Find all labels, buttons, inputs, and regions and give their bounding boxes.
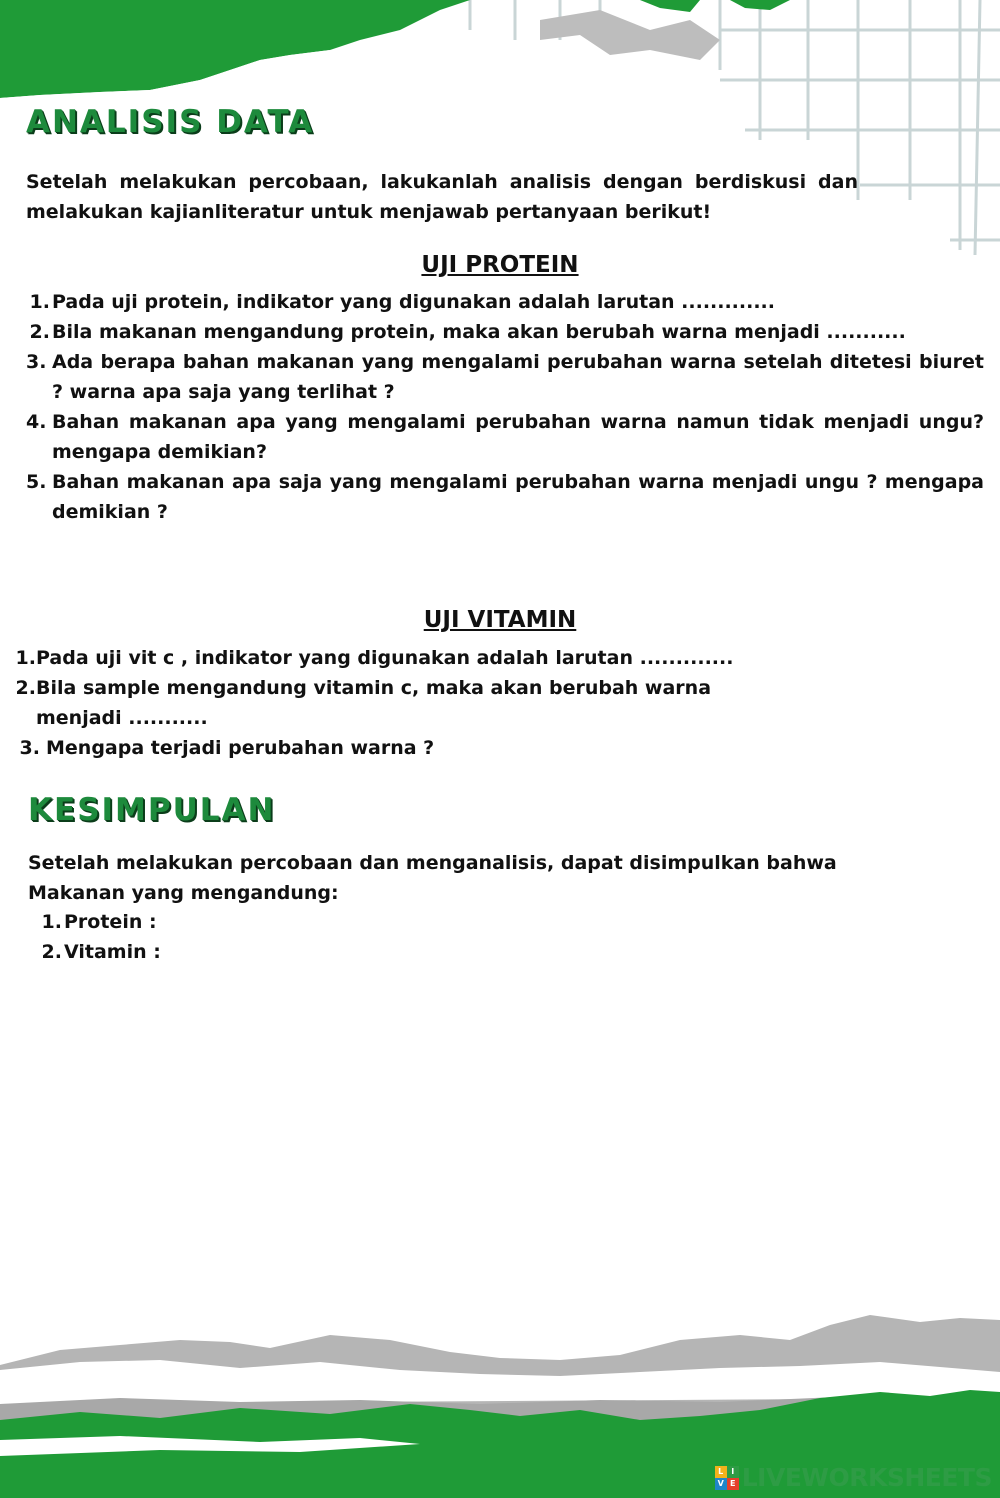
question-text: Pada uji vit c , indikator yang digunakan adalah larutan ............. [36, 647, 734, 669]
list-number: 2. [41, 941, 62, 963]
conclusion-text: Vitamin : [64, 941, 161, 963]
list-item [26, 317, 984, 347]
kesimpulan-text [28, 848, 908, 908]
vitamin-question-list [14, 643, 754, 763]
protein-question-list [26, 287, 984, 527]
logo-mark-letter: I [727, 1466, 739, 1478]
list-number: 2. [29, 321, 50, 343]
list-item [14, 643, 754, 673]
section-title-analisis: ANALISIS DATA [26, 104, 315, 140]
list-number: 5. [26, 471, 47, 493]
kesimpulan-line-1: Setelah melakukan percobaan dan menganalisis, dapat disimpulkan bahwa [28, 852, 837, 874]
kesimpulan-list [38, 907, 438, 967]
question-text: Mengapa terjadi perubahan warna ? [46, 737, 435, 759]
question-text: Ada berapa bahan makanan yang mengalami perubahan warna setelah ditetesi biuret ? warna apa saja yang terlihat ? [52, 351, 984, 403]
list-item [14, 733, 754, 763]
logo-text: LIVEWORKSHEETS [741, 1463, 992, 1492]
list-number: 3. [26, 351, 47, 373]
analisis-intro [26, 167, 858, 227]
torn-paper-grey-top [540, 10, 720, 60]
list-number: 1. [29, 291, 50, 313]
question-text: Bahan makanan apa yang mengalami perubahan warna namun tidak menjadi ungu? mengapa demikian? [52, 411, 984, 463]
intro-line-1: Setelah melakukan percobaan, lakukanlah analisis dengan berdiskusi dan [26, 171, 858, 193]
list-item [26, 467, 984, 527]
logo-mark-letter: L [715, 1466, 727, 1478]
question-text: Bila sample mengandung vitamin c, maka akan berubah warna menjadi ........... [36, 677, 712, 729]
question-text: Bila makanan mengandung protein, maka akan berubah warna menjadi ........... [52, 321, 906, 343]
list-number: 1. [15, 647, 36, 669]
torn-paper-green-top [0, 0, 470, 98]
list-item [38, 907, 438, 937]
logo-mark-letter: E [727, 1478, 739, 1490]
list-number: 4. [26, 411, 47, 433]
question-text: Bahan makanan apa saja yang mengalami perubahan warna menjadi ungu ? mengapa demikian ? [52, 471, 984, 523]
intro-line-2: melakukan kajianliteratur untuk menjawab pertanyaan berikut! [26, 201, 712, 223]
list-item [26, 407, 984, 467]
list-item [38, 937, 438, 967]
subheading-uji-protein: UJI PROTEIN [421, 252, 579, 278]
conclusion-text: Protein : [64, 911, 157, 933]
list-item [14, 673, 736, 733]
list-number: 3. [19, 737, 40, 759]
liveworksheets-logo [715, 1463, 992, 1492]
list-number: 2. [15, 677, 36, 699]
list-number: 1. [41, 911, 62, 933]
subheading-uji-vitamin: UJI VITAMIN [423, 607, 577, 633]
list-item [26, 287, 984, 317]
list-item [26, 347, 984, 407]
section-title-kesimpulan: KESIMPULAN [28, 792, 276, 828]
question-text: Pada uji protein, indikator yang digunakan adalah larutan ............. [52, 291, 775, 313]
kesimpulan-line-2: Makanan yang mengandung: [28, 882, 339, 904]
logo-mark-icon [715, 1466, 739, 1490]
logo-mark-letter: V [715, 1478, 727, 1490]
